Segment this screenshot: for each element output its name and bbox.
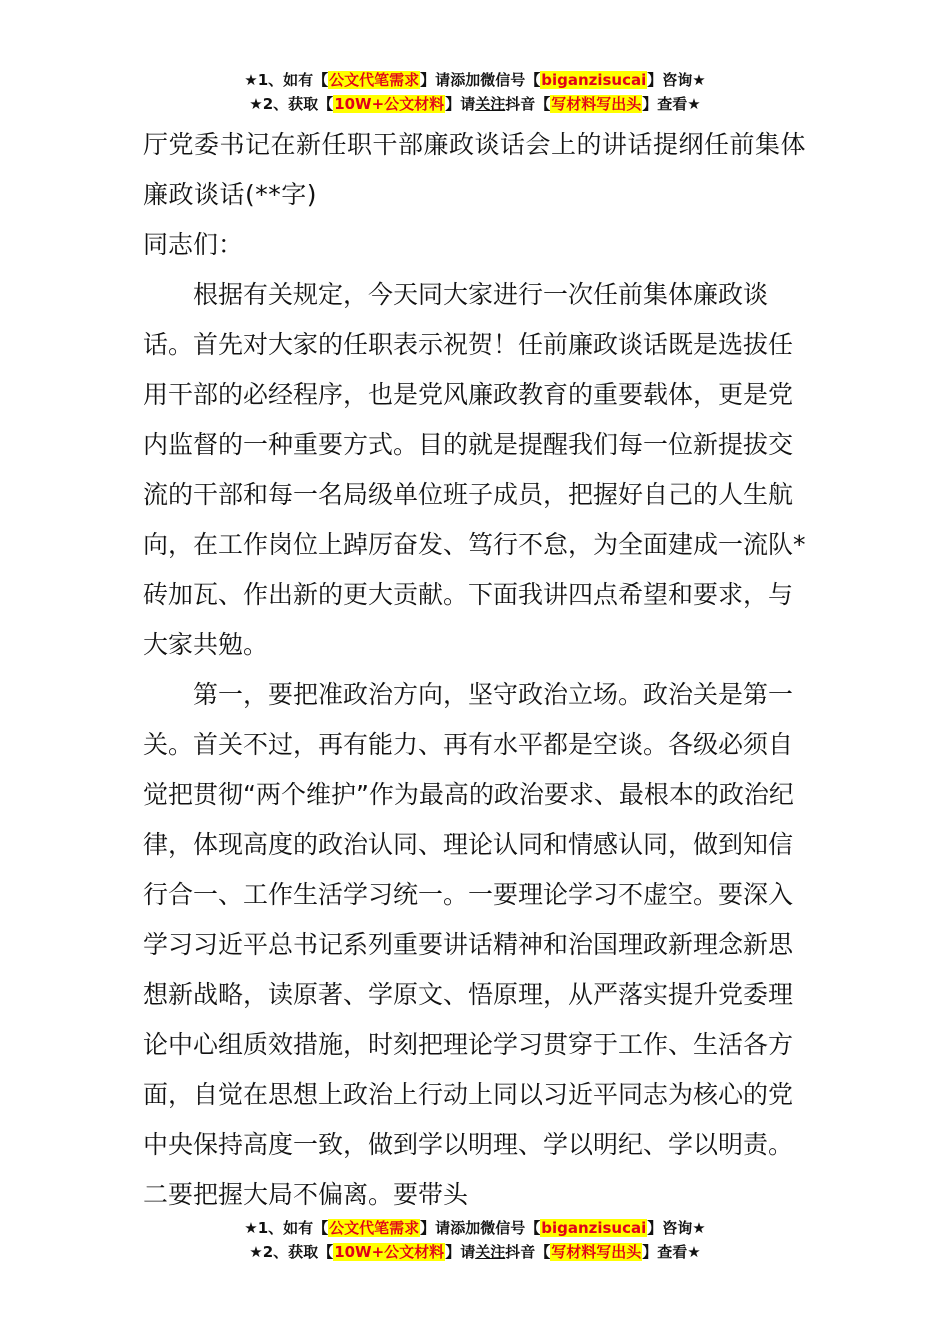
banner-wechat-id: biganzisucai [541, 1219, 647, 1237]
banner-text: ★2、获取【 [249, 95, 334, 113]
banner-line-2 [0, 1240, 950, 1264]
document-title: 厅党委书记在新任职干部廉政谈话会上的讲话提纲任前集体廉政谈话(**字) [143, 130, 807, 209]
banner-line-1 [0, 68, 950, 92]
banner-douyin-id: 写材料写出头 [551, 95, 642, 113]
banner-text: 】咨询★ [647, 71, 706, 89]
point-heading: 第一，要把准政治方向，坚守政治立场。 [193, 680, 644, 709]
banner-text: ★2、获取【 [249, 1243, 334, 1261]
banner-text: 】请 [445, 95, 476, 113]
banner-line-2 [0, 92, 950, 116]
salutation: 同志们： [143, 230, 244, 259]
header-banner [0, 68, 950, 116]
document-body [143, 120, 811, 1220]
banner-highlight: 10W+公文材料 [334, 1243, 445, 1261]
footer-banner [0, 1216, 950, 1264]
banner-highlight: 公文代笔需求 [329, 1219, 420, 1237]
banner-emphasis: 添加 [450, 1219, 481, 1237]
banner-text: 抖音【 [505, 1243, 551, 1261]
banner-text: 】请 [420, 1219, 451, 1237]
banner-text: 微信号【 [480, 1219, 541, 1237]
banner-text: 】查看★ [642, 95, 701, 113]
banner-text: 】请 [420, 71, 451, 89]
banner-wechat-id: biganzisucai [541, 71, 647, 89]
banner-emphasis: 添加 [450, 71, 481, 89]
banner-text: ★1、如有【 [244, 1219, 329, 1237]
banner-emphasis: 关注 [475, 95, 506, 113]
paragraph-first-point [143, 670, 811, 1220]
banner-text: ★1、如有【 [244, 71, 329, 89]
banner-text: 抖音【 [505, 95, 551, 113]
banner-line-1 [0, 1216, 950, 1240]
banner-highlight: 公文代笔需求 [329, 71, 420, 89]
banner-highlight: 10W+公文材料 [334, 95, 445, 113]
banner-text: 】咨询★ [647, 1219, 706, 1237]
banner-text: 】请 [445, 1243, 476, 1261]
point-body: 政治关是第一关。首关不过，再有能力、再有水平都是空谈。各级必须自觉把贯彻“两个维护”作为最高的政治要求、最根本的政治纪律，体现高度的政治认同、理论认同和情感认同，做到知信行合一、工作生活学习统一。一要理论学习不虚空。要深入学习习近平总书记系列重要讲话精神和治国理政新理念新思想新战略，读原著、学原文、悟原理，从严落实提升党委理论中心组质效措施，时刻把理论学习贯穿于工作、生活各方面，自觉在思想上政治上行动上同以习近平同志为核心的党中央保持高度一致，做到学以明理、学以明纪、学以明责。二要把握大局不偏离。要带头 [143, 680, 794, 1209]
banner-text: 微信号【 [480, 71, 541, 89]
paragraph-intro: 根据有关规定，今天同大家进行一次任前集体廉政谈话。首先对大家的任职表示祝贺！任前廉政谈话既是选拔任用干部的必经程序，也是党风廉政教育的重要载体，更是党内监督的一种重要方式。目的就是提醒我们每一位新提拔交流的干部和每一名局级单位班子成员，把握好自己的人生航向，在工作岗位上踔厉奋发、笃行不怠，为全面建成一流队*砖加瓦、作出新的更大贡献。下面我讲四点希望和要求，与大家共勉。 [143, 280, 806, 659]
banner-emphasis: 关注 [475, 1243, 506, 1261]
banner-text: 】查看★ [642, 1243, 701, 1261]
banner-douyin-id: 写材料写出头 [551, 1243, 642, 1261]
